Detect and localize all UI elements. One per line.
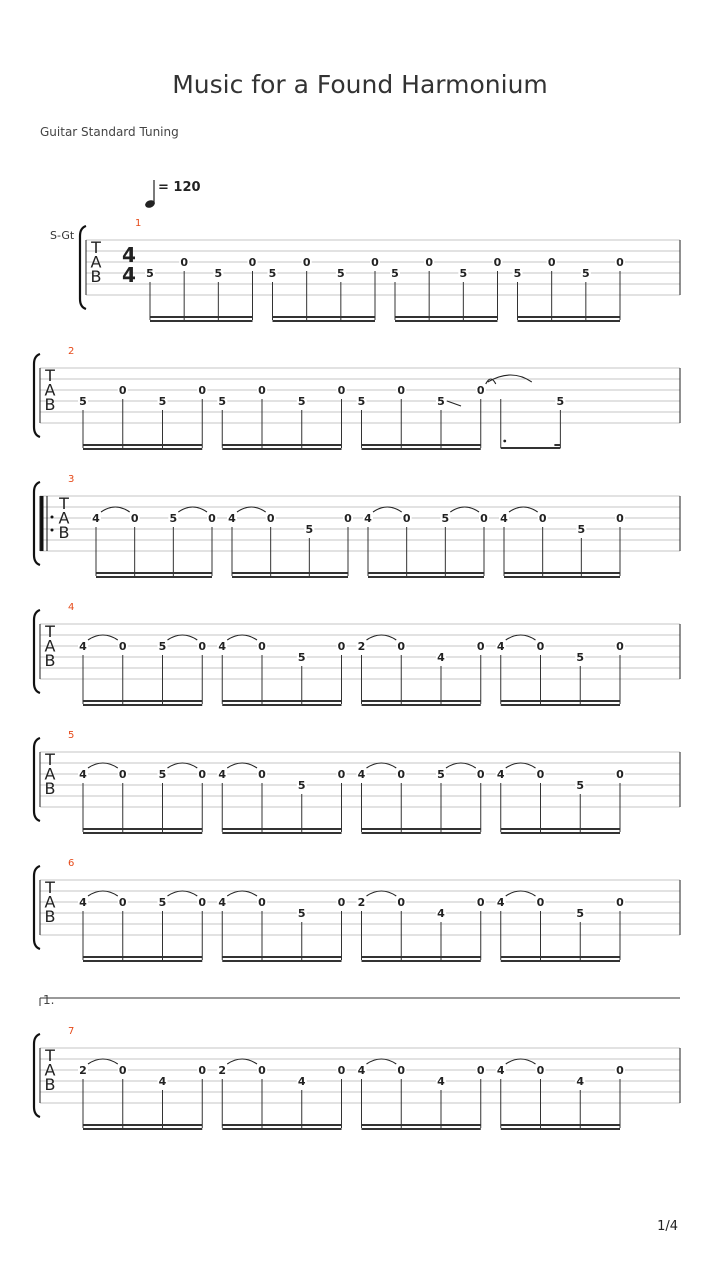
tie-arc — [450, 507, 479, 512]
slide-mark — [447, 401, 461, 406]
system-bracket — [34, 482, 40, 565]
tie-arc — [88, 1059, 118, 1064]
fret-number: 5 — [357, 395, 366, 408]
fret-number: 0 — [371, 256, 379, 269]
fret-number: 0 — [118, 640, 127, 653]
volta-label: 1. — [43, 993, 55, 1007]
system-bracket — [34, 866, 40, 949]
fret-number: 0 — [425, 256, 433, 269]
tie-arc — [506, 1059, 536, 1064]
fret-number: 4 — [437, 1075, 445, 1088]
fret-number: 4 — [437, 651, 445, 664]
fret-number: 4 — [79, 768, 87, 781]
fret-number: 4 — [218, 896, 227, 909]
fret-number: 4 — [496, 896, 505, 909]
fret-number: 0 — [480, 512, 488, 525]
fret-number: 5 — [441, 512, 450, 525]
fret-number: 4 — [437, 907, 445, 920]
fret-number: 0 — [536, 640, 545, 653]
fret-number: 4 — [228, 512, 236, 525]
fret-number: 0 — [536, 1064, 545, 1077]
fret-number: 0 — [198, 384, 207, 397]
fret-number: 5 — [582, 267, 590, 280]
fret-number: 5 — [459, 267, 468, 280]
fret-number: 0 — [493, 256, 502, 269]
tab-clef-letter: A — [44, 764, 56, 784]
fret-number: 0 — [198, 768, 207, 781]
fret-number: 0 — [616, 896, 624, 909]
fret-number: 0 — [258, 640, 266, 653]
tie-arc — [367, 891, 397, 896]
fret-number: 4 — [218, 640, 227, 653]
tab-system — [34, 346, 680, 449]
tab-clef-letter: T — [45, 622, 55, 641]
tie-arc — [227, 763, 257, 768]
measure-number: 1 — [135, 218, 142, 229]
fret-number: 5 — [79, 395, 87, 408]
fret-number: 0 — [397, 768, 406, 781]
tempo-marking: = 120 — [158, 180, 201, 195]
fret-number: 4 — [364, 512, 372, 525]
page-number: 1/4 — [657, 1219, 678, 1234]
fret-number: 0 — [198, 640, 207, 653]
tab-clef-letter: T — [45, 878, 55, 897]
tie-arc — [101, 507, 130, 512]
fret-number: 0 — [616, 256, 624, 269]
tab-clef-letter: A — [44, 380, 56, 400]
fret-number: 5 — [218, 395, 227, 408]
fret-number: 5 — [297, 651, 306, 664]
tie-arc — [506, 891, 536, 896]
fret-number: 0 — [118, 1064, 127, 1077]
fret-number: 0 — [258, 768, 266, 781]
fret-number: 5 — [297, 907, 306, 920]
fret-number: 0 — [547, 256, 556, 269]
measure-number: 4 — [68, 602, 75, 613]
fret-number: 0 — [538, 512, 547, 525]
fret-number: 4 — [357, 1064, 366, 1077]
fret-number: 0 — [344, 512, 352, 525]
tab-system — [34, 858, 680, 961]
fret-number: 0 — [198, 1064, 207, 1077]
fret-number: 0 — [476, 640, 485, 653]
fret-number: 0 — [397, 384, 406, 397]
tab-clef-letter: A — [44, 636, 56, 656]
fret-number: 4 — [496, 768, 505, 781]
time-signature-top: 4 — [122, 243, 136, 267]
tab-clef-letter: A — [44, 892, 56, 912]
fret-number: 5 — [158, 395, 167, 408]
tab-clef-letter: B — [58, 523, 70, 542]
tab-clef-letter: B — [44, 779, 56, 798]
tab-system — [34, 993, 680, 1129]
tie-arc — [227, 635, 257, 640]
fret-number: 2 — [357, 896, 366, 909]
fret-number: 5 — [158, 768, 167, 781]
tie-arc — [88, 635, 118, 640]
fret-number: 0 — [337, 640, 346, 653]
fret-number: 0 — [337, 896, 346, 909]
fret-number: 5 — [214, 267, 223, 280]
fret-number: 5 — [437, 395, 445, 408]
tab-clef-letter: A — [44, 1060, 56, 1080]
fret-number: 0 — [337, 1064, 346, 1077]
tab-system — [50, 218, 680, 321]
fret-number: 5 — [577, 523, 586, 536]
fret-number: 4 — [92, 512, 100, 525]
fret-number: 5 — [337, 267, 345, 280]
fret-number: 5 — [297, 779, 306, 792]
system-bracket — [34, 610, 40, 693]
measure-number: 6 — [68, 858, 75, 869]
fret-number: 0 — [130, 512, 139, 525]
fret-number: 5 — [146, 267, 154, 280]
tie-arc — [88, 891, 118, 896]
instrument-label: S-Gt — [50, 229, 75, 242]
tab-clef-letter: T — [45, 366, 55, 385]
fret-number: 5 — [158, 640, 167, 653]
tab-clef-letter: A — [58, 508, 70, 528]
fret-number: 0 — [616, 768, 624, 781]
fret-number: 0 — [476, 896, 485, 909]
fret-number: 0 — [118, 896, 127, 909]
fret-number: 5 — [391, 267, 399, 280]
fret-number: 2 — [357, 640, 366, 653]
fret-number: 5 — [158, 896, 167, 909]
repeat-dot — [51, 516, 54, 519]
measure-number: 7 — [68, 1026, 75, 1037]
fret-number: 5 — [297, 395, 306, 408]
fret-number: 0 — [337, 768, 346, 781]
tab-clef-letter: B — [44, 907, 56, 926]
tie-arc — [506, 635, 536, 640]
fret-number: 4 — [79, 896, 87, 909]
fret-number: 0 — [180, 256, 188, 269]
tab-system — [34, 730, 680, 833]
repeat-dot — [51, 529, 54, 532]
fret-number: 0 — [302, 256, 311, 269]
time-signature-bottom: 4 — [122, 263, 136, 287]
tab-clef-letter: B — [44, 1075, 56, 1094]
fret-number: 0 — [402, 512, 411, 525]
tie-arc — [168, 635, 198, 640]
fret-number: 5 — [576, 651, 585, 664]
fret-number: 0 — [476, 1064, 485, 1077]
tie-arc — [168, 763, 198, 768]
fret-number: 4 — [158, 1075, 167, 1088]
fret-number: 0 — [536, 896, 545, 909]
fret-number: 0 — [258, 896, 266, 909]
fret-number: 0 — [616, 512, 624, 525]
system-bracket — [34, 354, 40, 437]
fret-number: 0 — [198, 896, 207, 909]
tie-arc — [367, 1059, 397, 1064]
fret-number: 5 — [513, 267, 522, 280]
fret-number: 0 — [118, 768, 127, 781]
tie-arc — [237, 507, 266, 512]
fret-number: 0 — [266, 512, 275, 525]
fret-number: 0 — [397, 640, 406, 653]
fret-number: 0 — [258, 1064, 266, 1077]
fret-number: 4 — [218, 768, 227, 781]
fret-number: 0 — [397, 1064, 406, 1077]
tuning-subtitle: Guitar Standard Tuning — [40, 125, 179, 139]
fret-number: 0 — [397, 896, 406, 909]
fret-number: 0 — [616, 1064, 624, 1077]
fret-number: 5 — [305, 523, 314, 536]
fret-number: 4 — [297, 1075, 306, 1088]
fret-number: 4 — [79, 640, 87, 653]
tab-clef-letter: T — [59, 494, 69, 513]
tie-arc — [373, 507, 402, 512]
fret-number: 0 — [208, 512, 216, 525]
tab-clef-letter: B — [90, 267, 102, 286]
fret-number: 0 — [536, 768, 545, 781]
fret-number: 4 — [496, 1064, 505, 1077]
fret-number: 2 — [218, 1064, 227, 1077]
fret-number: 5 — [556, 395, 565, 408]
rhythm-dot — [503, 440, 506, 443]
tie-arc — [509, 507, 538, 512]
tab-clef-letter: A — [90, 252, 102, 272]
fret-number: 0 — [616, 640, 624, 653]
fret-number: 0 — [337, 384, 346, 397]
tab-clef-letter: T — [91, 238, 101, 257]
fret-number: 4 — [357, 768, 366, 781]
tie-arc — [446, 763, 476, 768]
tie-arc — [88, 763, 118, 768]
system-bracket — [80, 226, 86, 309]
fret-number: 0 — [258, 384, 266, 397]
system-bracket — [34, 738, 40, 821]
tie-arc — [367, 763, 397, 768]
fret-number: 0 — [476, 384, 485, 397]
fret-number: 0 — [118, 384, 127, 397]
fret-number: 2 — [79, 1064, 87, 1077]
fret-number: 4 — [500, 512, 508, 525]
tab-system — [34, 602, 680, 705]
tie-arc — [168, 891, 198, 896]
tie-arc — [367, 635, 397, 640]
tie-arc — [506, 763, 536, 768]
tab-clef-letter: B — [44, 395, 56, 414]
fret-number: 5 — [576, 779, 585, 792]
tie-arc — [227, 891, 257, 896]
fret-number: 0 — [476, 768, 485, 781]
fret-number: 5 — [437, 768, 445, 781]
fret-number: 5 — [268, 267, 277, 280]
measure-number: 2 — [68, 346, 75, 357]
tab-system — [34, 474, 680, 577]
score-title: Music for a Found Harmonium — [172, 70, 548, 99]
fret-number: 5 — [576, 907, 585, 920]
measure-number: 3 — [68, 474, 75, 485]
tab-clef-letter: B — [44, 651, 56, 670]
fret-number: 5 — [169, 512, 178, 525]
tab-clef-letter: T — [45, 750, 55, 769]
system-bracket — [34, 1034, 40, 1117]
measure-number: 5 — [68, 730, 75, 741]
tie-arc — [178, 507, 207, 512]
fret-number: 0 — [248, 256, 257, 269]
fret-number: 4 — [496, 640, 505, 653]
fret-number: 4 — [576, 1075, 585, 1088]
tie-arc — [227, 1059, 257, 1064]
tab-clef-letter: T — [45, 1046, 55, 1065]
